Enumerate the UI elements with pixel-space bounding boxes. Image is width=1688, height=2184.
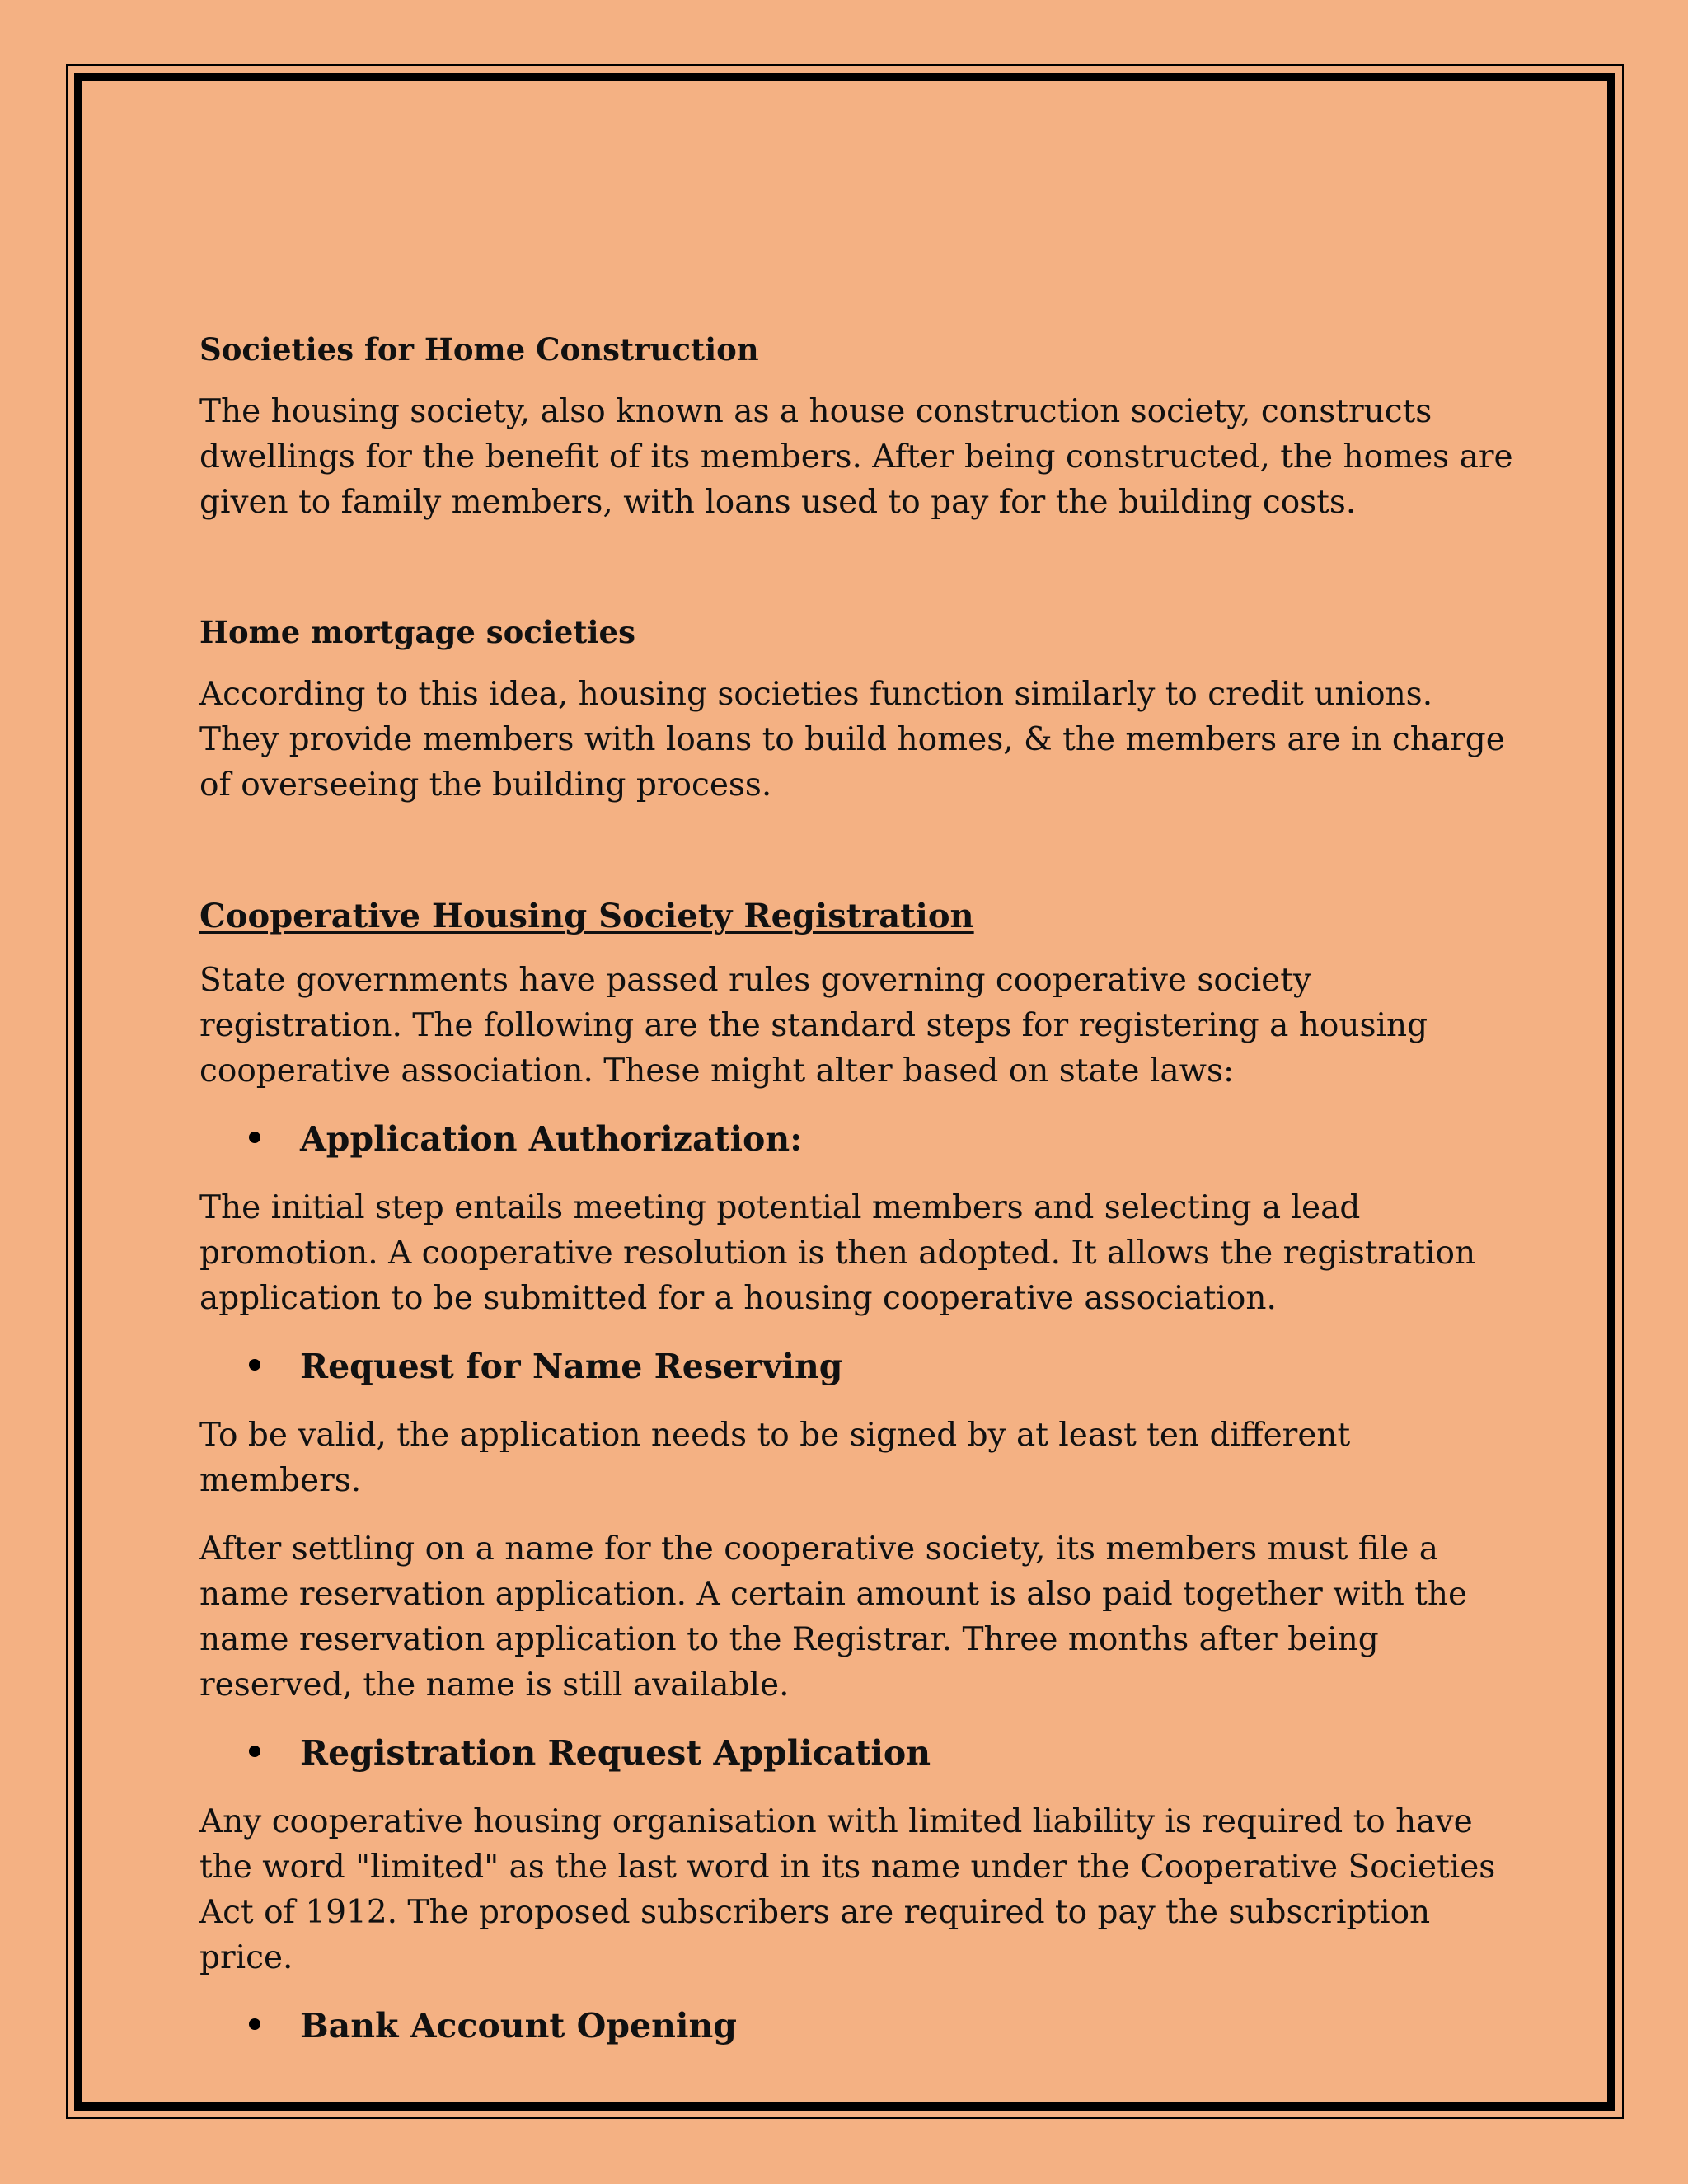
bullet-item-registration-request [249,1731,1518,1776]
paragraph-home-construction: The housing society, also known as a house construction society, constructs dwellings for the benefit of its members. After being constructed, the homes are given to family members, with loans used to pay for the building costs. [199,393,1513,522]
bullet-title: Bank Account Opening [300,2006,737,2046]
bullet-item-application-authorization [249,1117,1518,1162]
section-spacer [199,548,1518,612]
section-heading-home-construction: Societies for Home Construction [199,331,759,368]
bullet-title: Request for Name Reserving [300,1347,843,1387]
bullet-icon [249,1359,260,1371]
bullet-icon [249,1746,260,1757]
bullet-title: Application Authorization: [300,1119,803,1160]
document-body [199,330,1518,2072]
paragraph-name-reserving-details: After settling on a name for the cooperative society, its members must file a name reservation application. A certain amount is also paid together with the name reservation application to the Registrar. Three months after being reserved, the name is still available. [199,1530,1468,1704]
bullet-item-name-reserving [249,1344,1518,1390]
bullet-item-bank-account [249,2004,1518,2049]
bullet-icon [249,2018,260,2030]
paragraph-home-mortgage: According to this idea, housing societies function similarly to credit unions. They provide members with loans to build homes, & the members are in charge of overseeing the building process. [199,676,1505,804]
bullet-title: Registration Request Application [300,1733,931,1774]
bullet-icon [249,1132,260,1143]
section-heading-home-mortgage: Home mortgage societies [199,614,635,651]
paragraph-application-authorization: The initial step entails meeting potential members and selecting a lead promotion. A cooperative resolution is then adopted. It allows the registration application to be submitted for a housing cooperative association. [199,1189,1476,1318]
paragraph-name-reserving-signatures: To be valid, the application needs to be signed by at least ten different members. [199,1417,1351,1500]
section-spacer [199,831,1518,895]
paragraph-registration-intro: State governments have passed rules governing cooperative society registration. The following are the standard steps for registering a housing cooperative association. These might alter based on state laws: [199,962,1428,1090]
paragraph-registration-request: Any cooperative housing organisation with limited liability is required to have the word "limited" as the last word in its name under the Cooperative Societies Act of 1912. The proposed subscribers are required to pay the subscription price. [199,1803,1496,1977]
section-heading-registration: Cooperative Housing Society Registration [199,897,974,936]
